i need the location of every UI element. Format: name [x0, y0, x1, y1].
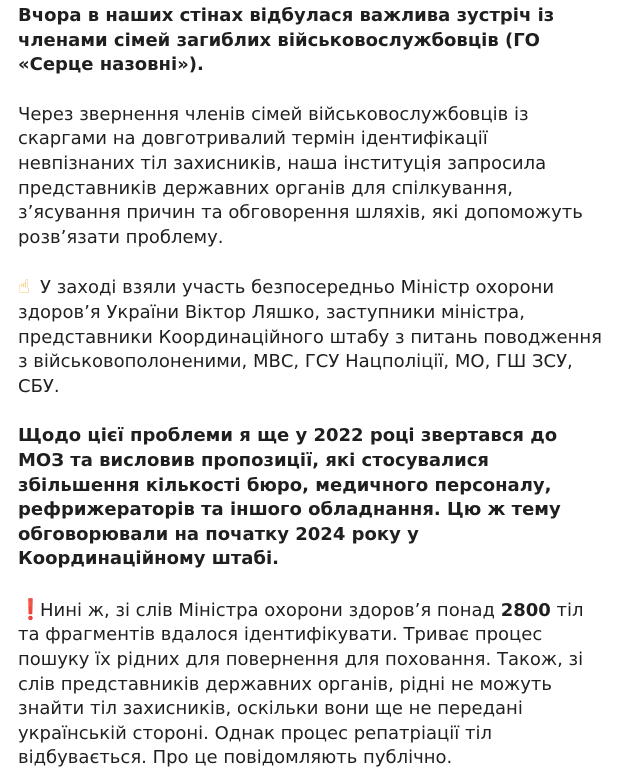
post-heading: Вчора в наших стінах відбулася важлива зустріч із членами сімей загиблих військовослужбовців (ГО «Серце назовні»).: [18, 5, 555, 76]
participants-text: У заході взяли участь безпосередньо Міністр охорони здоров’я України Віктор Ляшко, заступники міністра, представники Координаційного штабу з питань поводження з військовополоненими, МВС, ГСУ Нацполіції, МО, ГШ ЗСУ, СБУ.: [18, 277, 602, 397]
identified-count: 2800: [500, 599, 551, 621]
post-paragraph-participants: [18, 275, 606, 399]
pointing-up-icon: ☝: [18, 276, 30, 299]
post-paragraph-request: Через звернення членів сімей військовослужбовців із скаргами на довготривалий термін ідентифікації невпізнаних тіл захисників, наша інституція запросила представників державних органів для спілкування, з’ясування причин та обговорення шляхів, які допоможуть розв’язати проблему.: [18, 103, 583, 248]
exclamation-icon: ❗: [18, 596, 43, 621]
identification-text-before: Нині ж, зі слів Міністра охорони здоров’я понад: [40, 599, 495, 621]
identification-text-after: тіл та фрагментів вдалося ідентифікувати. Триває процес пошуку їх рідних для повернення для поховання. Також, зі слів представників державних органів, рідні не можуть знайти тіл захисників, оскільки вони ще не передані українській стороні. Однак процес репатріації тіл відбувається. Про це повідомляють публічно.: [18, 599, 584, 769]
post-paragraph-identification: [18, 597, 606, 771]
post-paragraph-proposal: Щодо цієї проблеми я ще у 2022 році звертався до МОЗ та висловив пропозиції, які стосувалися збільшення кількості бюро, медичного персоналу, рефрижераторів та іншого обладнання. Цю ж тему обговорювали на початку 2024 року у Координаційному штабі.: [18, 425, 561, 570]
